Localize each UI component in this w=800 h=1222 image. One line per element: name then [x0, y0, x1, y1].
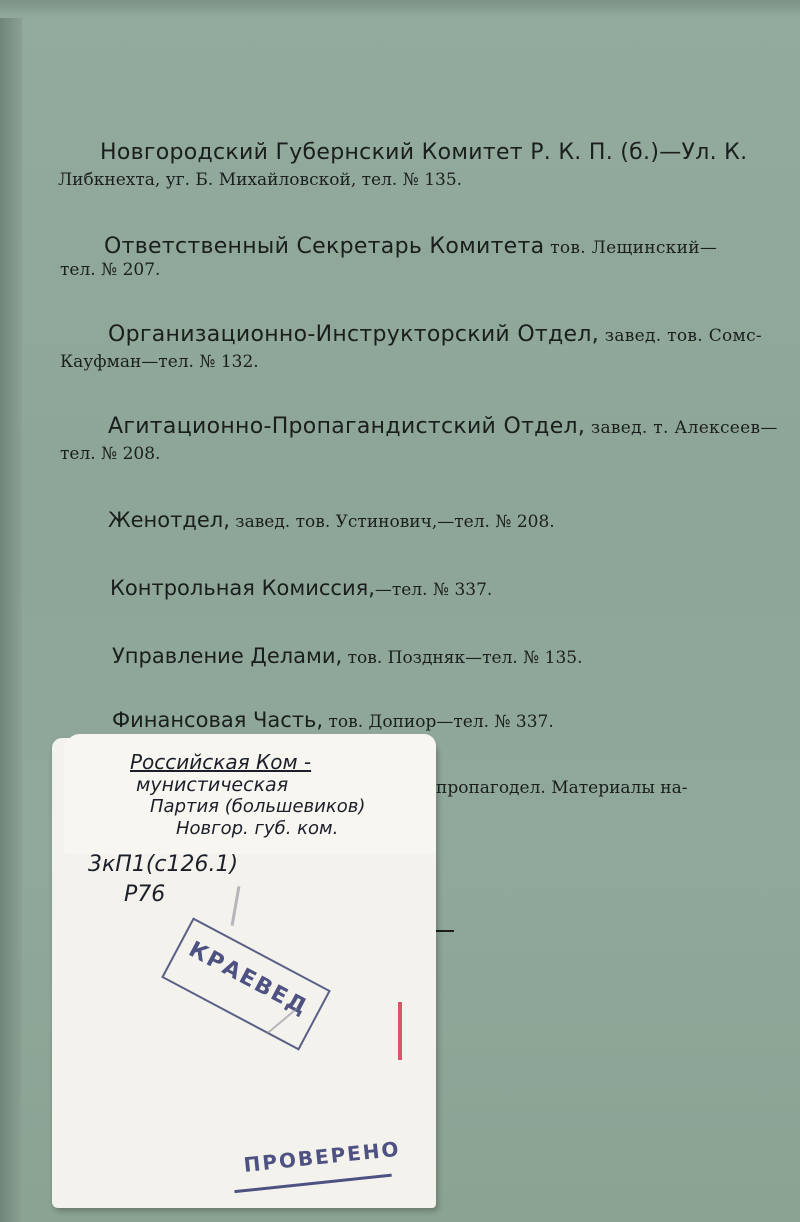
entry-details: тел. № 207.: [60, 260, 161, 280]
dash-fragment: [436, 930, 454, 932]
page-edge-shadow: [0, 0, 22, 1222]
label-line-1: Российская Ком -: [130, 750, 312, 774]
entry-title-tail: завед. тов. Устинович,—тел. № 208.: [229, 512, 555, 532]
entry-details: Либкнехта, уг. Б. Михайловской, тел. № 135.: [58, 170, 463, 190]
entry-administration: [112, 644, 583, 668]
entry-title: Новгородский Губернский Комитет Р. К. П. (б.)—Ул. К.: [100, 140, 748, 165]
entry-details: тел. № 208.: [60, 444, 161, 464]
page-edge-top: [0, 0, 800, 18]
entry-title-tail: тов. Допиор—тел. № 337.: [323, 712, 554, 732]
entry-title-tail: тов. Лещинский—: [544, 238, 718, 258]
entry-title-tail: завед. т. Алексеев—: [585, 418, 778, 438]
red-pencil-mark: [398, 1002, 402, 1060]
entry-details: Кауфман—тел. № 132.: [60, 352, 259, 372]
entry-finance: [112, 708, 554, 732]
kraeved-stamp: КРАЕВЕД: [161, 917, 331, 1050]
entry-title: Организационно-Инструкторский Отдел,: [108, 322, 600, 347]
entry-title-tail: завед. тов. Сомс-: [599, 326, 762, 346]
checked-stamp: ПРОВЕРЕНО: [230, 1134, 392, 1193]
entry-title: Управление Делами,: [112, 644, 343, 668]
entry-title-tail: тов. Поздняк—тел. № 135.: [342, 648, 583, 668]
entry-title: Ответственный Секретарь Комитета: [104, 234, 545, 259]
call-code: Р76: [124, 882, 166, 907]
shelfmark: 3кП1(с126.1): [88, 852, 239, 877]
entry-zhenotdel: [108, 508, 555, 532]
label-line-3: Партия (большевиков): [150, 796, 366, 817]
partial-line: пропагодел. Материалы на-: [436, 778, 688, 798]
label-line-2: мунистическая: [136, 774, 289, 796]
entry-title-tail: —тел. № 337.: [374, 580, 493, 600]
entry-title: Женотдел,: [108, 508, 230, 532]
label-line-4: Новгор. губ. ком.: [176, 818, 339, 839]
entry-control-commission: [110, 576, 492, 600]
entry-title: Контрольная Комиссия,: [110, 576, 375, 600]
entry-title: Агитационно-Пропагандистский Отдел,: [108, 414, 586, 439]
entry-title: Финансовая Часть,: [112, 708, 324, 732]
